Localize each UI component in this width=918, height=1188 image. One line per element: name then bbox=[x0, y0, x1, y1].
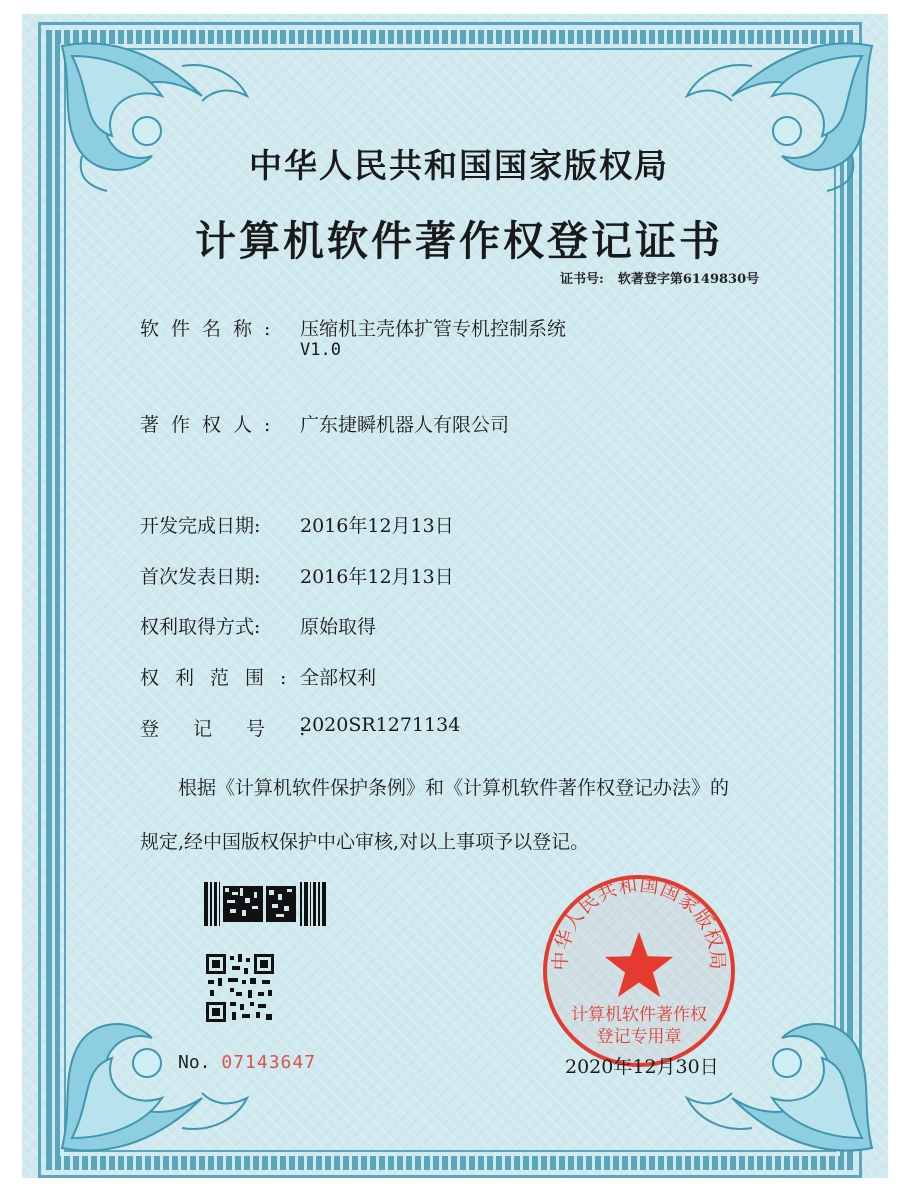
rights-acquisition-label: 权利取得方式: bbox=[140, 616, 261, 638]
qr-code bbox=[206, 954, 274, 1022]
issue-date: 2020年12月30日 bbox=[565, 1056, 719, 1078]
barcode bbox=[204, 882, 326, 926]
certificate-number-label: 证书号: bbox=[560, 272, 604, 287]
issuer-title: 中华人民共和国国家版权局 bbox=[249, 146, 669, 185]
seal-inscription-line-1: 计算机软件著作权 bbox=[571, 1005, 707, 1025]
serial-number bbox=[178, 1052, 316, 1073]
field-registration-number bbox=[140, 714, 461, 741]
seal-inscription-line-2: 登记专用章 bbox=[596, 1027, 682, 1047]
certificate-title: 计算机软件著作权登记证书 bbox=[195, 217, 723, 265]
corner-ornament-bottom-left bbox=[52, 998, 252, 1158]
field-software-name bbox=[140, 314, 567, 341]
rights-scope-value: 全部权利 bbox=[300, 667, 377, 689]
copyright-owner-value: 广东捷瞬机器人有限公司 bbox=[300, 414, 510, 436]
field-first-publication-date bbox=[140, 562, 454, 589]
seal-arc-text: 中华人民共和国国家版权局 bbox=[549, 873, 729, 971]
first-publication-date-value: 2016年12月13日 bbox=[300, 566, 454, 588]
certificate-number bbox=[560, 268, 773, 287]
first-publication-date-label: 首次发表日期: bbox=[140, 566, 261, 588]
software-name-label: 软件名称: bbox=[140, 318, 283, 340]
statement-line-1: 根据《计算机软件保护条例》和《计算机软件著作权登记办法》的 bbox=[178, 777, 730, 799]
rights-scope-label: 权利范围: bbox=[140, 667, 303, 689]
serial-prefix: No. bbox=[178, 1052, 211, 1073]
registration-number-value: 2020SR1271134 bbox=[300, 714, 461, 736]
serial-number-value: 07143647 bbox=[221, 1052, 317, 1073]
field-copyright-owner bbox=[140, 410, 510, 437]
rights-acquisition-value: 原始取得 bbox=[300, 616, 377, 638]
registration-number-label: 登记号: bbox=[140, 718, 340, 740]
dev-completion-date-value: 2016年12月13日 bbox=[300, 515, 454, 537]
software-name-value: 压缩机主壳体扩管专机控制系统 bbox=[300, 318, 567, 340]
field-rights-scope bbox=[140, 663, 377, 690]
dev-completion-date-label: 开发完成日期: bbox=[140, 515, 261, 537]
software-version-value: V1.0 bbox=[300, 340, 341, 360]
field-dev-completion-date bbox=[140, 511, 454, 538]
statement-line-2: 规定,经中国版权保护中心审核,对以上事项予以登记。 bbox=[140, 831, 590, 853]
copyright-owner-label: 著作权人: bbox=[140, 414, 283, 436]
field-rights-acquisition bbox=[140, 612, 377, 639]
certificate-number-value: 软著登字第6149830号 bbox=[617, 272, 760, 287]
